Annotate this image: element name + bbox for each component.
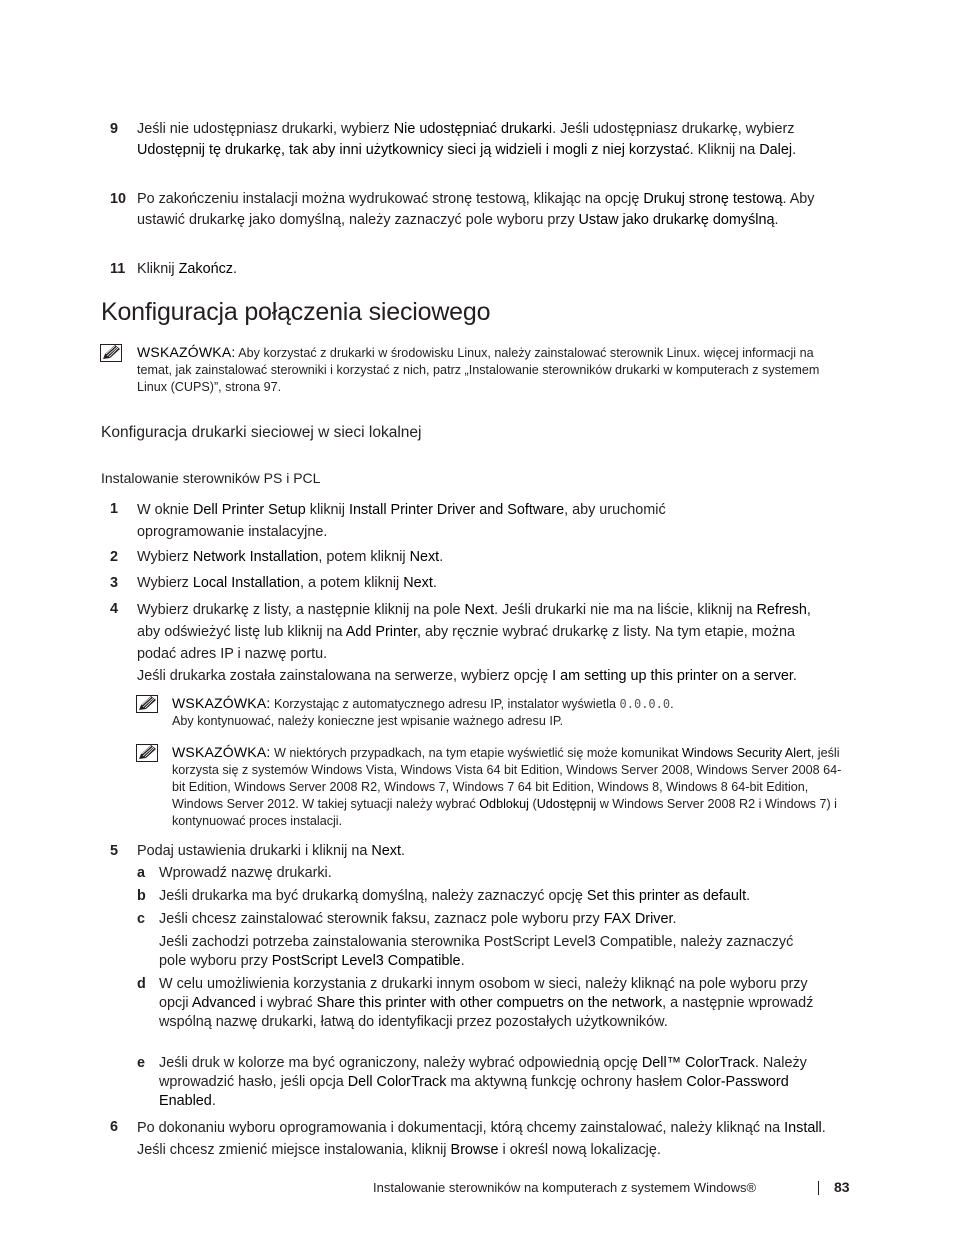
ui-term: Browse [450, 1142, 499, 1158]
step-text: Wybierz Local Installation, a potem kliknij Next. [137, 575, 437, 591]
note-block: WSKAZÓWKA: Korzystając z automatycznego adresu IP, instalator wyświetla 0.0.0.0. Aby kontynuować, należy konieczne jest wpisanie ważnego adresu IP. [172, 695, 674, 728]
ui-term: Dell Printer Setup [192, 502, 306, 518]
ui-term: Advanced [191, 995, 256, 1011]
ui-term: Set this printer as default [586, 888, 747, 904]
step-extra-text: Jeśli drukarka została zainstalowana na serwerze, wybierz opcję I am setting up this printer on a server. [137, 668, 797, 684]
substep-extra-text: Jeśli zachodzi potrzeba zainstalowania sterownika PostScript Level3 Compatible, należy zaznaczyć pole wyboru przy PostScript Level3 Compatible. [159, 934, 794, 969]
substep-text: W celu umożliwienia korzystania z drukarki innym osobom w sieci, należy kliknąć na pole wyboru przy opcji Advanced i wybrać Share this printer with other compuetrs on the network, a następnie wprowadź wspólną nazwę drukarki, łatwą do identyfikacji przez pozostałych użytkowników. [159, 976, 814, 1030]
ui-term: Share this printer with other compuetrs on the network [316, 995, 663, 1011]
ui-term: Next [409, 549, 440, 565]
substep-text: Wprowadź nazwę drukarki. [159, 865, 332, 881]
ui-term: Zakończ [178, 261, 233, 277]
substep-text: Jeśli chcesz zainstalować sterownik faksu, zaznacz pole wyboru przy FAX Driver. [159, 911, 677, 927]
ui-term: Network Installation [192, 549, 319, 565]
substep-text: Jeśli drukarka ma być drukarką domyślną, należy zaznaczyć opcję Set this printer as default. [159, 888, 751, 904]
step-number: 4 [110, 601, 119, 617]
note-label: WSKAZÓWKA: [172, 744, 271, 760]
step-number: 9 [110, 121, 119, 137]
ui-term: Ustaw jako drukarkę domyślną [578, 212, 775, 228]
step-text: Wybierz drukarkę z listy, a następnie kliknij na pole Next. Jeśli drukarki nie ma na liście, kliknij na Refresh, aby odświeżyć listę lub kliknij na Add Printer, aby ręcznie wybrać drukarkę z listy. Na tym etapie, można podać adres IP i nazwę portu. [137, 602, 811, 662]
note-block: WSKAZÓWKA: W niektórych przypadkach, na tym etapie wyświetlić się może komunikat Windows Security Alert, jeśli korzysta się z systemów Windows Vista, Windows Vista 64 bit Edition, Windows Server 2008, Windows Server 2008 64-bit Edition, Windows Server 2008 R2, Windows 7, Windows 7 64 bit Edition, Windows 8, Windows 8 64-bit Edition, Windows Server 2012. W takiej sytuacji należy wybrać Odblokuj (Udostępnij w Windows Server 2008 R2 i Windows 7) i kontynuować proces instalacji. [172, 744, 842, 828]
step-number: 1 [110, 501, 119, 517]
ui-term: Next [371, 843, 401, 859]
ui-term: Windows Security Alert [682, 746, 811, 760]
step-text: Jeśli nie udostępniasz drukarki, wybierz Nie udostępniać drukarki. Jeśli udostępniasz drukarkę, wybierz Udostępnij tę drukarkę, tak aby inni użytkownicy sieci ją widzieli i mogli z niej korzystać. Kliknij na Dalej. [137, 121, 797, 158]
ui-term: Next [403, 575, 433, 591]
ui-term: Add Printer [345, 624, 417, 640]
ui-term: Install Printer Driver and Software [348, 502, 565, 518]
subsubsection-title: Instalowanie sterowników PS i PCL [101, 470, 321, 486]
substep-letter: c [137, 911, 146, 927]
ui-term: Dalej [759, 142, 793, 158]
ui-term: I am setting up this printer on a server [552, 668, 793, 684]
page-number: 83 [834, 1179, 850, 1195]
step-number: 10 [110, 191, 127, 207]
ui-term: FAX Driver [603, 911, 673, 927]
footer-separator [818, 1181, 819, 1195]
note-pencil-icon [100, 344, 122, 362]
ui-term: Udostępnij tę drukarkę, tak aby inni użytkownicy sieci ją widzieli i mogli z niej korzystać [137, 142, 690, 158]
step-number: 6 [110, 1119, 119, 1135]
substep-letter: e [137, 1055, 146, 1071]
note-pencil-icon [136, 744, 158, 762]
footer-text: Instalowanie sterowników na komputerach z systemem Windows® [373, 1180, 757, 1195]
substep-letter: b [137, 888, 146, 904]
ui-term: Odblokuj [479, 797, 529, 811]
step-text: Kliknij Zakończ. [137, 261, 237, 277]
section-title: Konfiguracja połączenia sieciowego [101, 298, 491, 326]
ui-term: Nie udostępniać drukarki [393, 121, 553, 137]
substep-letter: a [137, 865, 146, 881]
step-text: Podaj ustawienia drukarki i kliknij na Next. [137, 843, 405, 859]
step-text: W oknie Dell Printer Setup kliknij Install Printer Driver and Software, aby uruchomić oprogramowanie instalacyjne. [137, 502, 666, 540]
step-number: 3 [110, 575, 119, 591]
substep-text: Jeśli druk w kolorze ma być ograniczony, należy wybrać odpowiednią opcję Dell™ ColorTrack. Należy wprowadzić hasło, jeśli opcja Dell ColorTrack ma aktywną funkcję ochrony hasłem Color-Password Enabled. [159, 1055, 807, 1109]
ui-term: Dell™ ColorTrack [641, 1055, 755, 1071]
note-block: WSKAZÓWKA: Aby korzystać z drukarki w środowisku Linux, należy zainstalować sterownik Linux. więcej informacji na temat, jak zainstalować sterowniki i korzystać z nich, patrz „Instalowanie sterowników drukarki w komputerach z systemem Linux (CUPS)”, strona 97. [137, 344, 820, 394]
substep-letter: d [137, 976, 146, 992]
ui-term: Refresh [756, 602, 807, 618]
ui-term: Next [464, 602, 495, 618]
ui-term: PostScript Level3 Compatible [271, 953, 461, 969]
ui-term: Install [784, 1120, 822, 1136]
step-text: Po dokonaniu wyboru oprogramowania i dokumentacji, którą chcemy zainstalować, należy kliknąć na Install. Jeśli chcesz zmienić miejsce instalowania, kliknij Browse i określ nową lokalizację. [137, 1120, 826, 1158]
ui-term: Drukuj stronę testową [643, 191, 783, 207]
subsection-title: Konfiguracja drukarki sieciowej w sieci lokalnej [101, 424, 422, 441]
step-text: Po zakończeniu instalacji można wydrukować stronę testową, klikając na opcję Drukuj stronę testową. Aby ustawić drukarkę jako domyślną, należy zaznaczyć pole wyboru przy Ustaw jako drukarkę domyślną. [137, 191, 815, 228]
step-text: Wybierz Network Installation, potem kliknij Next. [137, 549, 444, 565]
ui-term: Udostępnij [536, 797, 597, 811]
ui-term: Color-Password Enabled [159, 1074, 789, 1109]
step-number: 5 [110, 843, 119, 859]
note-label: WSKAZÓWKA: [172, 695, 271, 711]
ui-term: Dell ColorTrack [347, 1074, 447, 1090]
code-value: 0.0.0.0 [619, 697, 671, 711]
step-number: 2 [110, 549, 119, 565]
note-pencil-icon [136, 695, 158, 713]
ui-term: Local Installation [192, 575, 301, 591]
step-number: 11 [110, 261, 126, 277]
note-label: WSKAZÓWKA: [137, 344, 236, 360]
